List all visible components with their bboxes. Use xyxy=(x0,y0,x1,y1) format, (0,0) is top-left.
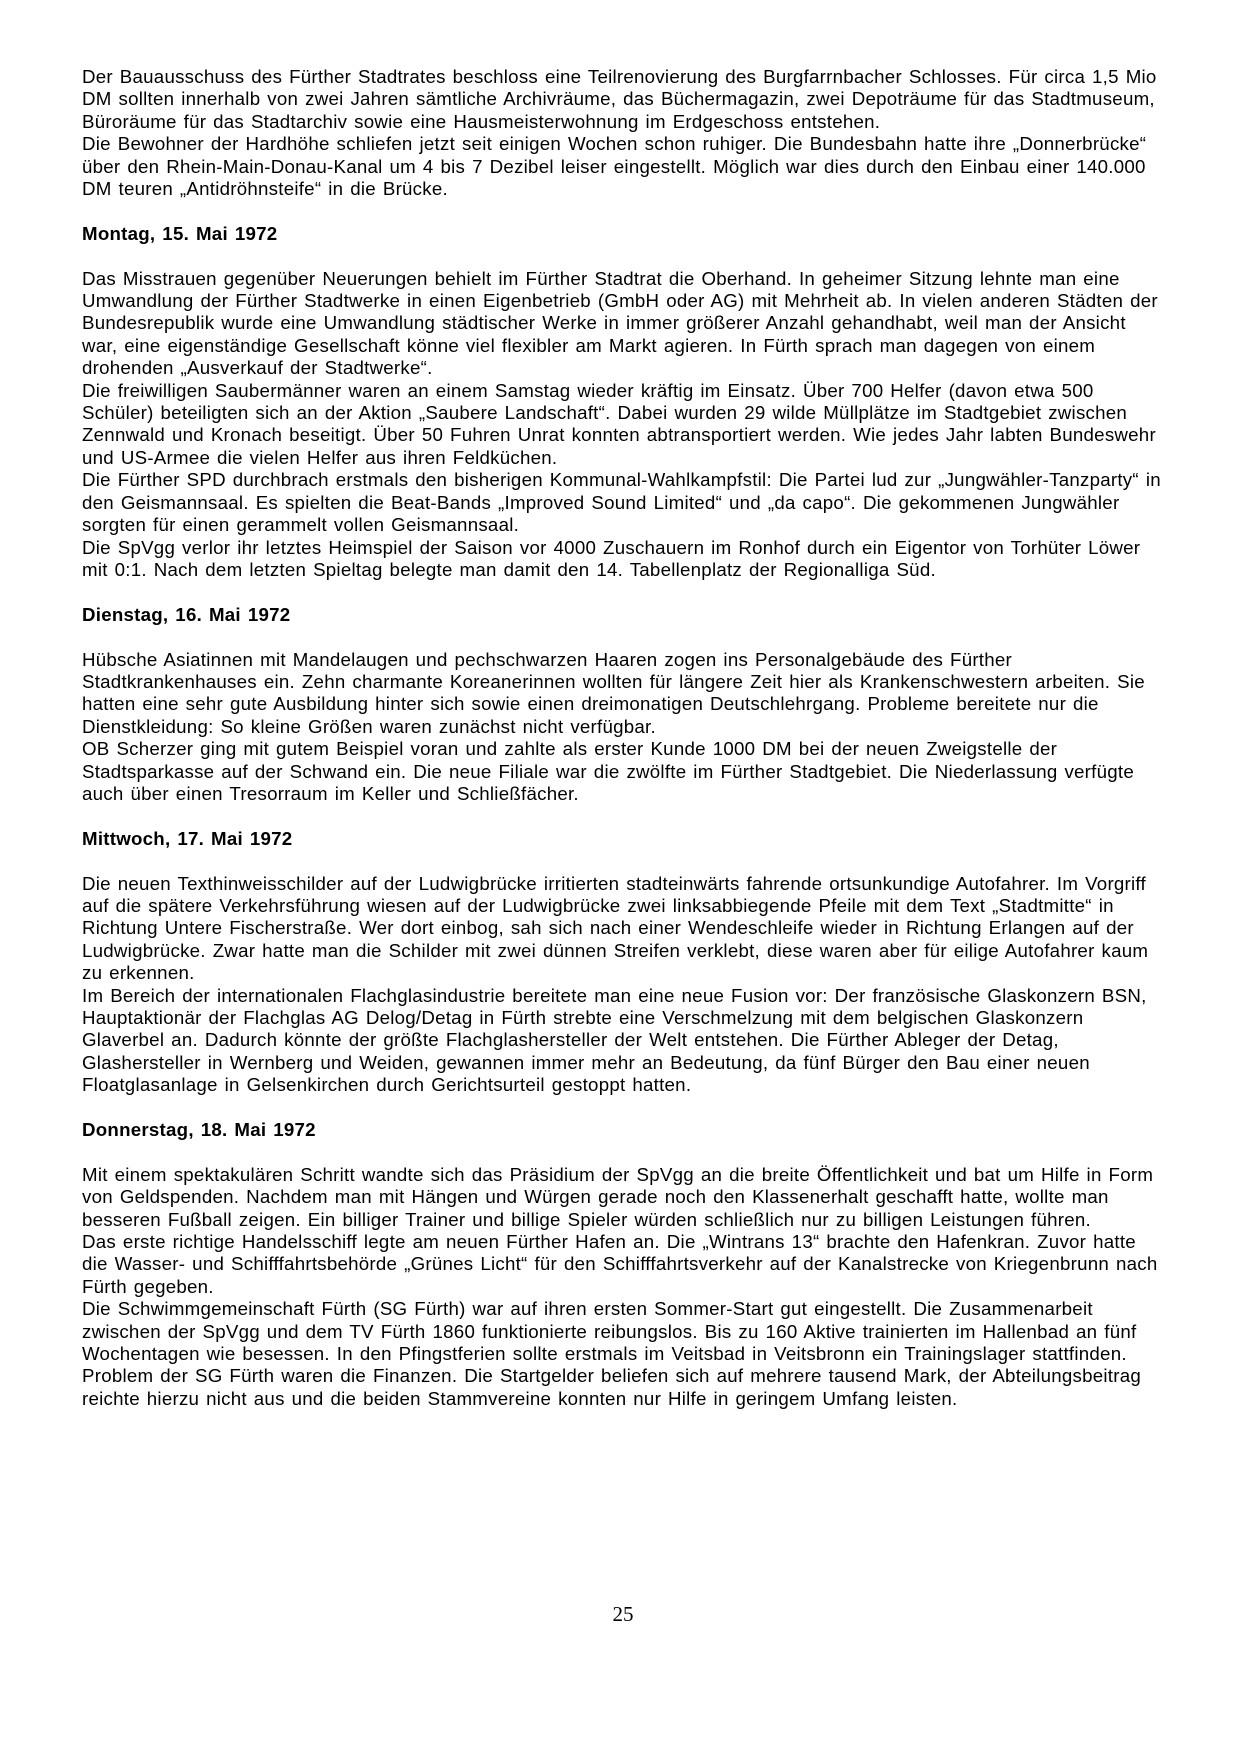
body-paragraph: Die freiwilligen Saubermänner waren an einem Samstag wieder kräftig im Einsatz. Über 700 Helfer (davon etwa 500 Schüler) beteiligten sich an der Aktion „Saubere Landschaft“. Dabei wurden 29 wilde Müllplätze im Stadtgebiet zwischen Zennwald und Kronach beseitigt. Über 50 Fuhren Unrat konnten abtransportiert werden. Wie jedes Jahr labten Bundeswehr und US-Armee die vielen Helfer aus ihren Feldküchen. xyxy=(82,379,1156,468)
body-paragraph: Das erste richtige Handelsschiff legte am neuen Fürther Hafen an. Die „Wintrans 13“ brachte den Hafenkran. Zuvor hatte die Wasser- und Schifffahrtsbehörde „Grünes Licht“ für den Schifffahrtsverkehr auf der Kanalstrecke von Kriegenbrunn nach Fürth gegeben. xyxy=(82,1231,1158,1297)
section-heading-montag: Montag, 15. Mai 1972 xyxy=(82,222,278,244)
body-paragraph: Die Fürther SPD durchbrach erstmals den bisherigen Kommunal-Wahlkampfstil: Die Partei lud zur „Jungwähler-Tanzparty“ in den Geismannsaal. Es spielten die Beat-Bands „Improved Sound Limited“ und „da capo“. Die gekommenen Jungwähler sorgten für einen gerammelt vollen Geismannsaal. xyxy=(82,469,1161,536)
body-paragraph: Das Misstrauen gegenüber Neuerungen behielt im Fürther Stadtrat die Oberhand. In geheimer Sitzung lehnte man eine Umwandlung der Fürther Stadtwerke in einen Eigenbetrieb (GmbH oder AG) mit Mehrheit ab. In vielen anderen Städten der Bundesrepublik wurde eine Umwandlung städtischer Werke in immer größerer Anzahl gehandhabt, weil man der Ansicht war, eine eigenständige Gesellschaft könne viel flexibler am Markt agieren. In Fürth sprach man dagegen von einem drohenden „Ausverkauf der Stadtwerke“. xyxy=(82,267,1158,379)
body-paragraph: Die neuen Texthinweisschilder auf der Ludwigbrücke irritierten stadteinwärts fahrende ortsunkundige Autofahrer. Im Vorgriff auf die spätere Verkehrsführung wiesen auf der Ludwigbrücke zwei linksabbiegende Pfeile mit dem Text „Stadtmitte“ in Richtung Untere Fischerstraße. Wer dort einbog, sah sich nach einer Wendeschleife wieder in Richtung Erlangen auf der Ludwigbrücke. Zwar hatte man die Schilder mit zwei dünnen Streifen verklebt, diese waren aber für eilige Autofahrer kaum zu erkennen. xyxy=(82,872,1149,984)
body-paragraph: Im Bereich der internationalen Flachglasindustrie bereitete man eine neue Fusion vor: Der französische Glaskonzern BSN, Hauptaktionär der Flachglas AG Delog/Detag in Fürth strebte eine Verschmelzung mit dem belgischen Glaskonzern Glaverbel an. Dadurch könnte der größte Flachglashersteller der Welt entstehen. Die Fürther Ableger der Detag, Glashersteller in Wernberg und Weiden, gewannen immer mehr an Bedeutung, da fünf Bürger den Bau einer neuen Floatglasanlage in Gelsenkirchen durch Gerichtsurteil gestoppt hatten. xyxy=(82,984,1147,1096)
body-paragraph: Die Schwimmgemeinschaft Fürth (SG Fürth) war auf ihren ersten Sommer-Start gut eingestellt. Die Zusammenarbeit zwischen der SpVgg und dem TV Fürth 1860 funktionierte reibungslos. Bis zu 160 Aktive trainierten im Hallenbad an fünf Wochentagen wie besessen. In den Pfingstferien sollte erstmals im Veitsbad in Veitsbronn ein Trainingslager stattfinden. Problem der SG Fürth waren die Finanzen. Die Startgelder beliefen sich auf mehrere tausend Mark, der Abteilungsbeitrag reichte hierzu nicht aus und die beiden Stammvereine konnten nur Hilfe in geringem Umfang leisten. xyxy=(82,1298,1142,1409)
section-heading-mittwoch: Mittwoch, 17. Mai 1972 xyxy=(82,827,293,849)
body-paragraph: Die SpVgg verlor ihr letztes Heimspiel der Saison vor 4000 Zuschauern im Ronhof durch ein Eigentor von Torhüter Löwer mit 0:1. Nach dem letzten Spieltag belegte man damit den 14. Tabellenplatz der Regionalliga Süd. xyxy=(82,536,1141,580)
page-content xyxy=(82,66,1164,1410)
body-paragraph: Hübsche Asiatinnen mit Mandelaugen und pechschwarzen Haaren zogen ins Personalgebäude des Fürther Stadtkrankenhauses ein. Zehn charmante Koreanerinnen wollten für längere Zeit hier als Krankenschwestern arbeiten. Sie hatten eine sehr gute Ausbildung hinter sich sowie einen dreimonatigen Deutschlehrgang. Probleme bereitete nur die Dienstkleidung: So kleine Größen waren zunächst nicht verfügbar. xyxy=(82,648,1145,737)
body-paragraph: Mit einem spektakulären Schritt wandte sich das Präsidium der SpVgg an die breite Öffentlichkeit und bat um Hilfe in Form von Geldspenden. Nachdem man mit Hängen und Würgen gerade noch den Klassenerhalt geschafft hatte, wollte man besseren Fußball zeigen. Ein billiger Trainer und billige Spieler würden schließlich nur zu billigen Leistungen führen. xyxy=(82,1163,1154,1230)
section-heading-dienstag: Dienstag, 16. Mai 1972 xyxy=(82,603,291,625)
page-number: 25 xyxy=(612,1602,634,1626)
intro-paragraph: Die Bewohner der Hardhöhe schliefen jetzt seit einigen Wochen schon ruhiger. Die Bundesbahn hatte ihre „Donnerbrücke“ über den Rhein-Main-Donau-Kanal um 4 bis 7 Dezibel leiser eingestellt. Möglich war dies durch den Einbau einer 140.000 DM teuren „Antidröhnsteife“ in die Brücke. xyxy=(82,133,1147,200)
intro-paragraph: Der Bauausschuss des Fürther Stadtrates beschloss eine Teilrenovierung des Burgfarrnbacher Schlosses. Für circa 1,5 Mio DM sollten innerhalb von zwei Jahren sämtliche Archivräume, das Büchermagazin, zwei Depoträume für das Stadtmuseum, Büroräume für das Stadtarchiv sowie eine Hausmeisterwohnung im Erdgeschoss entstehen. xyxy=(82,66,1157,132)
section-heading-donnerstag: Donnerstag, 18. Mai 1972 xyxy=(82,1118,316,1140)
body-paragraph: OB Scherzer ging mit gutem Beispiel voran und zahlte als erster Kunde 1000 DM bei der neuen Zweigstelle der Stadtsparkasse auf der Schwand ein. Die neue Filiale war die zwölfte im Fürther Stadtgebiet. Die Niederlassung verfügte auch über einen Tresorraum im Keller und Schließfächer. xyxy=(82,738,1134,804)
